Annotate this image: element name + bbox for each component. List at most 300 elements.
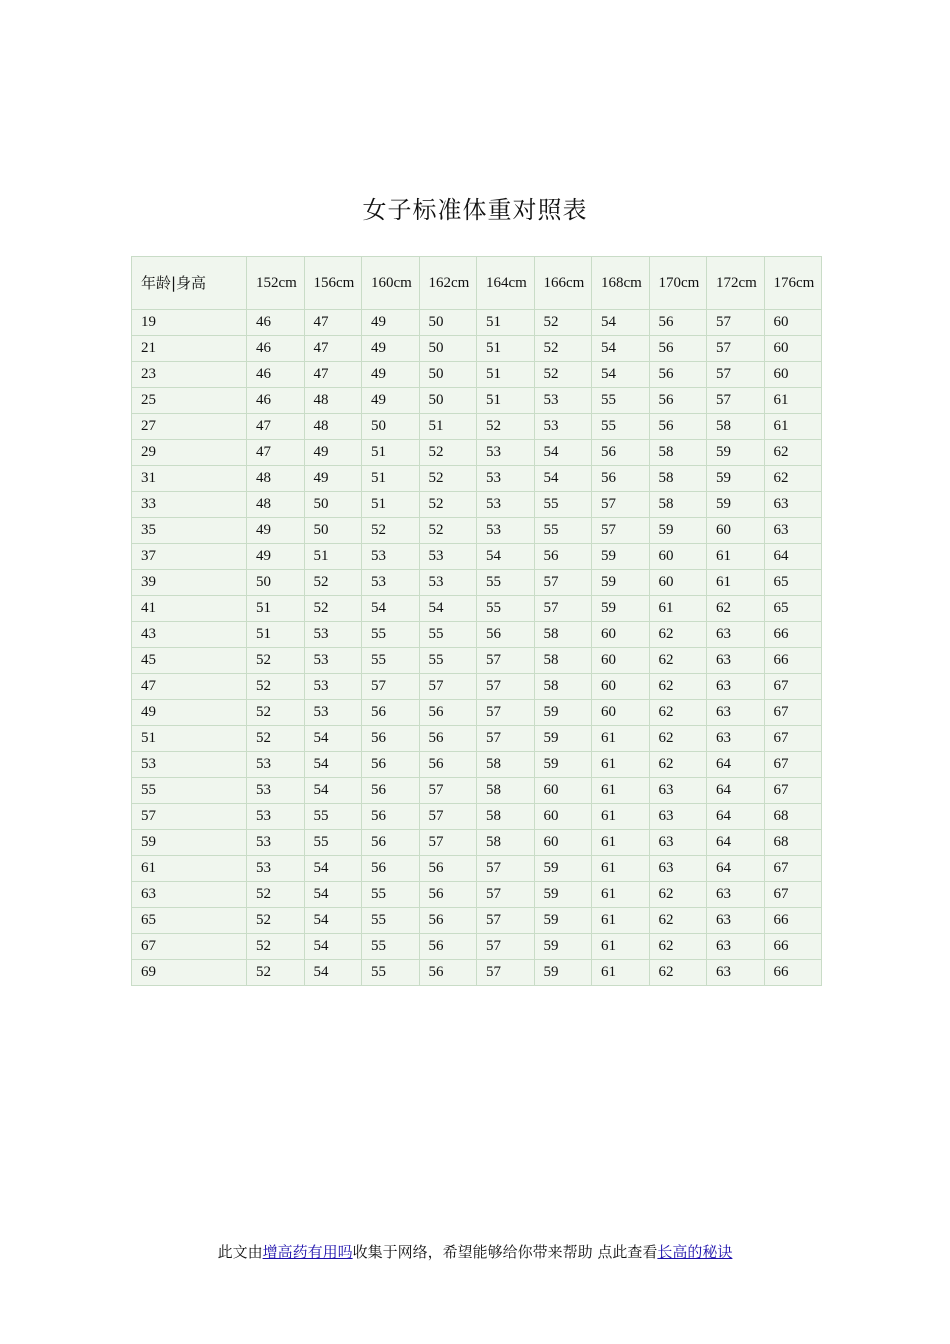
weight-cell: 60 [534,778,592,804]
weight-cell: 64 [707,856,765,882]
weight-cell: 61 [592,726,650,752]
weight-cell: 54 [304,960,362,986]
weight-cell: 64 [764,544,822,570]
height-column-header: 152cm [247,257,305,310]
weight-cell: 49 [362,336,420,362]
weight-cell: 52 [247,934,305,960]
weight-cell: 57 [707,362,765,388]
footer-link-height-medicine[interactable]: 增高药有用吗 [262,1243,353,1261]
weight-cell: 55 [592,414,650,440]
weight-cell: 59 [534,752,592,778]
age-cell: 43 [132,622,247,648]
weight-cell: 63 [649,778,707,804]
weight-cell: 56 [649,388,707,414]
weight-cell: 58 [649,492,707,518]
weight-cell: 56 [419,882,477,908]
footer-middle-text: 收集于网络，希望能够给你带来帮助 点此查看 [352,1243,658,1261]
weight-cell: 61 [592,752,650,778]
age-cell: 57 [132,804,247,830]
weight-cell: 53 [534,414,592,440]
weight-cell: 56 [592,466,650,492]
weight-cell: 54 [304,856,362,882]
weight-cell: 53 [419,570,477,596]
weight-cell: 66 [764,622,822,648]
height-column-header: 164cm [477,257,535,310]
weight-cell: 49 [362,310,420,336]
weight-cell: 57 [477,726,535,752]
weight-cell: 62 [649,648,707,674]
weight-cell: 56 [419,856,477,882]
weight-cell: 66 [764,648,822,674]
weight-cell: 51 [304,544,362,570]
weight-cell: 68 [764,830,822,856]
weight-cell: 55 [304,804,362,830]
weight-cell: 60 [649,570,707,596]
weight-cell: 54 [419,596,477,622]
age-cell: 61 [132,856,247,882]
weight-cell: 61 [592,856,650,882]
weight-cell: 63 [707,700,765,726]
table-row [132,388,822,414]
age-cell: 49 [132,700,247,726]
weight-cell: 56 [649,362,707,388]
weight-cell: 64 [707,778,765,804]
weight-cell: 67 [764,700,822,726]
weight-cell: 57 [592,492,650,518]
weight-cell: 59 [534,908,592,934]
weight-cell: 57 [477,960,535,986]
weight-cell: 50 [304,492,362,518]
weight-cell: 56 [419,908,477,934]
weight-cell: 61 [592,934,650,960]
weight-cell: 57 [534,596,592,622]
weight-cell: 63 [764,492,822,518]
weight-cell: 50 [419,310,477,336]
weight-cell: 58 [477,752,535,778]
weight-cell: 56 [362,752,420,778]
weight-cell: 52 [477,414,535,440]
weight-cell: 60 [649,544,707,570]
table-row [132,518,822,544]
weight-cell: 60 [592,648,650,674]
weight-cell: 63 [707,622,765,648]
weight-cell: 55 [362,882,420,908]
weight-cell: 53 [419,544,477,570]
weight-cell: 58 [477,804,535,830]
weight-cell: 55 [362,622,420,648]
weight-cell: 57 [477,674,535,700]
weight-cell: 60 [764,336,822,362]
weight-cell: 56 [419,960,477,986]
weight-cell: 52 [419,518,477,544]
weight-cell: 55 [362,648,420,674]
weight-cell: 65 [764,596,822,622]
age-cell: 45 [132,648,247,674]
weight-cell: 50 [419,388,477,414]
weight-cell: 49 [247,544,305,570]
weight-cell: 61 [592,882,650,908]
weight-cell: 47 [247,440,305,466]
weight-cell: 61 [592,804,650,830]
weight-cell: 50 [362,414,420,440]
weight-cell: 51 [477,362,535,388]
weight-cell: 62 [649,752,707,778]
footer-note [0,1240,950,1264]
weight-cell: 54 [592,336,650,362]
weight-cell: 52 [534,310,592,336]
weight-cell: 50 [247,570,305,596]
weight-cell: 52 [247,700,305,726]
weight-cell: 66 [764,908,822,934]
weight-cell: 55 [477,596,535,622]
weight-cell: 57 [707,388,765,414]
weight-cell: 58 [649,466,707,492]
weight-cell: 56 [477,622,535,648]
weight-cell: 62 [649,882,707,908]
weight-cell: 51 [362,492,420,518]
weight-cell: 63 [707,908,765,934]
weight-cell: 48 [247,492,305,518]
weight-cell: 51 [362,440,420,466]
weight-cell: 53 [477,492,535,518]
weight-cell: 57 [477,700,535,726]
table-row [132,830,822,856]
table-body [132,310,822,986]
weight-cell: 53 [304,700,362,726]
weight-cell: 56 [649,414,707,440]
weight-cell: 62 [649,960,707,986]
weight-cell: 57 [362,674,420,700]
weight-cell: 61 [764,414,822,440]
weight-cell: 54 [304,934,362,960]
weight-cell: 62 [649,908,707,934]
weight-cell: 67 [764,856,822,882]
age-cell: 51 [132,726,247,752]
weight-cell: 61 [707,544,765,570]
weight-cell: 49 [304,466,362,492]
weight-cell: 55 [419,648,477,674]
weight-cell: 53 [362,544,420,570]
weight-cell: 59 [534,856,592,882]
weight-cell: 58 [477,830,535,856]
weight-cell: 63 [649,856,707,882]
weight-cell: 51 [247,596,305,622]
weight-cell: 56 [419,700,477,726]
weight-cell: 53 [304,648,362,674]
weight-cell: 59 [534,882,592,908]
weight-cell: 58 [534,648,592,674]
weight-cell: 57 [477,908,535,934]
weight-cell: 54 [362,596,420,622]
weight-cell: 59 [534,960,592,986]
weight-cell: 64 [707,752,765,778]
weight-cell: 56 [592,440,650,466]
weight-cell: 54 [304,882,362,908]
weight-cell: 52 [534,362,592,388]
weight-cell: 46 [247,310,305,336]
weight-cell: 60 [707,518,765,544]
table-row [132,310,822,336]
weight-cell: 55 [362,960,420,986]
age-cell: 63 [132,882,247,908]
weight-cell: 53 [534,388,592,414]
weight-cell: 63 [707,934,765,960]
height-column-header: 160cm [362,257,420,310]
weight-cell: 62 [649,622,707,648]
weight-cell: 66 [764,960,822,986]
height-column-header: 162cm [419,257,477,310]
table-row [132,908,822,934]
height-column-header: 168cm [592,257,650,310]
weight-cell: 67 [764,778,822,804]
age-cell: 69 [132,960,247,986]
weight-cell: 53 [477,466,535,492]
weight-cell: 47 [304,310,362,336]
age-cell: 27 [132,414,247,440]
weight-cell: 67 [764,674,822,700]
weight-cell: 55 [304,830,362,856]
weight-cell: 48 [304,388,362,414]
weight-cell: 46 [247,336,305,362]
age-cell: 21 [132,336,247,362]
weight-cell: 51 [419,414,477,440]
weight-cell: 58 [649,440,707,466]
weight-cell: 54 [592,310,650,336]
weight-cell: 52 [247,882,305,908]
weight-cell: 51 [477,336,535,362]
age-cell: 41 [132,596,247,622]
weight-cell: 63 [649,804,707,830]
table-row [132,622,822,648]
table-row [132,752,822,778]
age-height-corner-header: 年龄|身高 [132,257,247,310]
weight-cell: 60 [764,362,822,388]
weight-cell: 66 [764,934,822,960]
weight-cell: 61 [592,830,650,856]
weight-cell: 53 [304,622,362,648]
table-row [132,700,822,726]
table-row [132,362,822,388]
age-cell: 59 [132,830,247,856]
weight-cell: 56 [362,726,420,752]
weight-cell: 52 [534,336,592,362]
weight-cell: 51 [477,388,535,414]
table-row [132,804,822,830]
weight-cell: 48 [247,466,305,492]
weight-cell: 59 [592,544,650,570]
table-row [132,882,822,908]
weight-cell: 59 [534,934,592,960]
age-cell: 19 [132,310,247,336]
table-row [132,934,822,960]
weight-cell: 47 [304,336,362,362]
weight-cell: 53 [362,570,420,596]
weight-cell: 62 [649,674,707,700]
weight-cell: 52 [304,596,362,622]
weight-cell: 58 [534,622,592,648]
weight-cell: 57 [419,674,477,700]
weight-cell: 62 [764,440,822,466]
weight-cell: 46 [247,362,305,388]
weight-cell: 56 [362,700,420,726]
age-cell: 39 [132,570,247,596]
height-column-header: 170cm [649,257,707,310]
weight-cell: 58 [534,674,592,700]
weight-cell: 52 [247,908,305,934]
document-title: 女子标准体重对照表 [362,196,588,224]
weight-cell: 53 [247,752,305,778]
weight-cell: 60 [592,674,650,700]
age-cell: 65 [132,908,247,934]
table-row [132,440,822,466]
weight-cell: 62 [649,726,707,752]
weight-cell: 57 [477,882,535,908]
weight-cell: 56 [362,804,420,830]
weight-cell: 57 [707,310,765,336]
weight-cell: 62 [649,700,707,726]
table-row [132,778,822,804]
height-column-header: 176cm [764,257,822,310]
weight-cell: 63 [764,518,822,544]
weight-cell: 60 [592,622,650,648]
weight-cell: 49 [362,388,420,414]
weight-cell: 54 [534,440,592,466]
weight-cell: 56 [419,726,477,752]
weight-cell: 54 [477,544,535,570]
weight-cell: 63 [707,882,765,908]
weight-cell: 47 [304,362,362,388]
weight-cell: 54 [304,752,362,778]
weight-cell: 47 [247,414,305,440]
weight-cell: 53 [247,856,305,882]
table-row [132,674,822,700]
weight-cell: 54 [304,726,362,752]
weight-cell: 52 [419,466,477,492]
weight-cell: 59 [707,440,765,466]
weight-cell: 58 [707,414,765,440]
weight-cell: 57 [419,830,477,856]
table-row [132,596,822,622]
weight-cell: 67 [764,882,822,908]
weight-cell: 55 [362,934,420,960]
weight-cell: 55 [477,570,535,596]
weight-cell: 59 [707,466,765,492]
weight-cell: 57 [534,570,592,596]
table-row [132,570,822,596]
weight-cell: 50 [304,518,362,544]
weight-cell: 52 [247,960,305,986]
weight-cell: 49 [247,518,305,544]
weight-cell: 63 [649,830,707,856]
weight-cell: 55 [419,622,477,648]
table-row [132,492,822,518]
weight-cell: 57 [419,804,477,830]
age-cell: 37 [132,544,247,570]
weight-cell: 67 [764,726,822,752]
weight-cell: 50 [419,362,477,388]
footer-link-growth-secrets[interactable]: 长高的秘诀 [657,1243,733,1261]
age-cell: 35 [132,518,247,544]
weight-cell: 63 [707,960,765,986]
weight-cell: 54 [304,908,362,934]
weight-cell: 68 [764,804,822,830]
weight-cell: 62 [649,934,707,960]
table-row [132,466,822,492]
weight-cell: 59 [534,700,592,726]
weight-cell: 57 [477,648,535,674]
weight-cell: 56 [534,544,592,570]
height-column-header: 156cm [304,257,362,310]
weight-cell: 58 [477,778,535,804]
weight-cell: 56 [362,856,420,882]
weight-cell: 52 [247,726,305,752]
weight-cell: 61 [764,388,822,414]
weight-cell: 54 [304,778,362,804]
weight-cell: 52 [247,648,305,674]
weight-cell: 61 [649,596,707,622]
weight-cell: 48 [304,414,362,440]
weight-cell: 57 [477,934,535,960]
age-cell: 67 [132,934,247,960]
weight-cell: 60 [592,700,650,726]
table-row [132,648,822,674]
weight-cell: 52 [419,492,477,518]
weight-reference-table [131,256,822,986]
weight-cell: 61 [592,960,650,986]
weight-cell: 57 [707,336,765,362]
weight-cell: 57 [592,518,650,544]
weight-cell: 53 [477,518,535,544]
weight-cell: 64 [707,830,765,856]
weight-cell: 62 [707,596,765,622]
table-row [132,414,822,440]
weight-cell: 59 [707,492,765,518]
weight-cell: 60 [534,804,592,830]
weight-cell: 61 [592,908,650,934]
weight-cell: 54 [534,466,592,492]
age-cell: 33 [132,492,247,518]
weight-cell: 59 [592,596,650,622]
weight-cell: 65 [764,570,822,596]
weight-cell: 53 [247,830,305,856]
table-row [132,856,822,882]
table-row [132,726,822,752]
height-column-header: 166cm [534,257,592,310]
footer-prefix: 此文由 [217,1243,263,1261]
weight-cell: 59 [592,570,650,596]
age-cell: 25 [132,388,247,414]
weight-cell: 53 [477,440,535,466]
weight-cell: 53 [304,674,362,700]
table-header-row [132,257,822,310]
weight-cell: 53 [247,778,305,804]
weight-cell: 56 [419,752,477,778]
weight-cell: 63 [707,648,765,674]
age-cell: 47 [132,674,247,700]
weight-cell: 52 [247,674,305,700]
age-cell: 53 [132,752,247,778]
weight-cell: 56 [649,336,707,362]
weight-cell: 61 [592,778,650,804]
weight-cell: 52 [362,518,420,544]
weight-cell: 52 [304,570,362,596]
table-row [132,544,822,570]
weight-cell: 52 [419,440,477,466]
height-column-header: 172cm [707,257,765,310]
weight-cell: 50 [419,336,477,362]
weight-cell: 56 [649,310,707,336]
weight-cell: 64 [707,804,765,830]
